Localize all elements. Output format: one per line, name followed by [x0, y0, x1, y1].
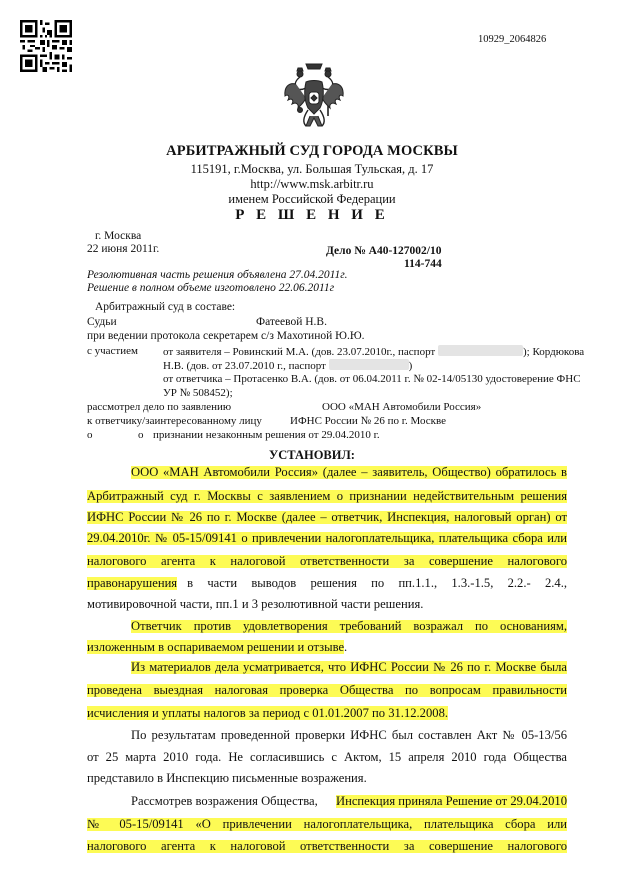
- judge-name: Фатеевой Н.В.: [256, 316, 327, 328]
- p1-line-2-text: Арбитражный суд г. Москвы с заявлением о признании недействительным решения: [87, 489, 567, 503]
- subject-o-2: о: [138, 429, 144, 441]
- p1-line-1: [131, 466, 567, 479]
- judge-label: Судьи: [87, 316, 117, 328]
- p1-line-2: [87, 490, 567, 503]
- p3-line-1: [131, 661, 567, 674]
- p1-line-7: мотивировочной части, пп.1 и 3 резолютивной части решения.: [87, 597, 424, 611]
- p3-line-1-text: Из материалов дела усматривается, что ИФНС России № 26 по г. Москве была: [131, 660, 567, 674]
- p1-line-6-text: в части выводов решения по пп.1.1., 1.3.-1.5, 2.2.- 2.4.,: [187, 576, 567, 590]
- p4-line-1: По результатам проведенной проверки ИФНС был составлен Акт № 05-13/56: [131, 728, 567, 742]
- p4-line-3: представило в Инспекцию письменные возражения.: [87, 771, 367, 785]
- applicant-company: ООО «МАН Автомобили Россия»: [322, 401, 482, 413]
- court-address: 115191, г.Москва, ул. Большая Тульская, д. 17: [190, 162, 434, 176]
- applicant-rep-2-tail: ): [408, 360, 413, 372]
- p3-line-3: [87, 707, 448, 720]
- p1-line-5-text: налогового агента к налоговой ответственности за совершение налогового: [87, 554, 567, 568]
- city: г. Москва: [95, 230, 142, 242]
- document-id: 10929_2064826: [478, 34, 547, 45]
- respondent-name: ИФНС России № 26 по г. Москве: [290, 415, 446, 427]
- decision-title: Р Е Ш Е Н И Е: [235, 207, 389, 223]
- applicant-rep-1-tail: ); Кордюкова: [522, 346, 585, 358]
- applicant-representative-2: [163, 359, 412, 372]
- court-composition: Арбитражный суд в составе:: [95, 301, 236, 313]
- p1-line-1-text: ООО «МАН Автомобили Россия» (далее – заявитель, Общество) обратилось в: [131, 465, 567, 479]
- p5-line-1: [131, 795, 567, 808]
- p4-line-2: от 25 марта 2010 года. Не согласившись с Актом, 15 апреля 2010 года Общества: [87, 750, 567, 764]
- p1-line-3: [87, 511, 567, 524]
- p1-line-4: [87, 532, 567, 545]
- redacted-passport: [438, 345, 523, 356]
- case-number: Дело № А40-127002/10: [326, 245, 442, 257]
- decision-date: 22 июня 2011г.: [87, 243, 160, 255]
- operative-part-announced: Резолютивная часть решения объявлена 27.04.2011г.: [87, 269, 348, 281]
- p5-line-1-text: Рассмотрев возражения Общества,: [131, 794, 318, 808]
- p1-line-6-highlight: правонарушения: [87, 576, 178, 590]
- p1-line-5: [87, 555, 567, 568]
- court-name: АРБИТРАЖНЫЙ СУД ГОРОДА МОСКВЫ: [166, 143, 458, 159]
- p5-line-3: [87, 840, 567, 853]
- participation-label: с участием: [87, 345, 138, 357]
- full-decision-made: Решение в полном объеме изготовлено 22.06.2011г: [87, 282, 335, 294]
- coat-of-arms-emblem: [282, 60, 346, 132]
- secretary: при ведении протокола секретарем с/з Махотиной Ю.Ю.: [87, 330, 365, 342]
- p3-line-2-text: проведена выездная налоговая проверка Общества по вопросам правильности: [87, 683, 567, 697]
- considered-label: рассмотрел дело по заявлению: [87, 401, 232, 413]
- respondent-certificate: УР № 508452);: [163, 387, 233, 399]
- p1-line-4-text: 29.04.2010г. № 05-15/09141 о привлечении налогоплательщика, плательщика сбора или: [87, 531, 567, 545]
- in-name-of: именем Российской Федерации: [228, 192, 396, 206]
- respondent-representative: от ответчика – Протасенко В.А. (дов. от 06.04.2011 г. № 02-14/05130 удостоверение ФНС: [163, 373, 581, 385]
- subject-o-1: о: [87, 429, 93, 441]
- applicant-rep-1-text: от заявителя – Ровинский М.А. (дов. 23.07.2010г., паспорт: [163, 346, 436, 358]
- p5-line-1-highlight: Инспекция приняла Решение от 29.04.2010: [335, 794, 567, 808]
- p2-line-2-period: .: [344, 640, 348, 654]
- court-website: http://www.msk.arbitr.ru: [250, 177, 374, 191]
- redacted-passport: [329, 359, 409, 370]
- qr-code: [20, 20, 72, 72]
- p3-line-3-text: исчисления и уплаты налогов за период с 01.01.2007 по 31.12.2008.: [87, 706, 449, 720]
- established-heading: УСТАНОВИЛ:: [269, 448, 355, 462]
- applicant-rep-2-text: Н.В. (дов. от 23.07.2010 г., паспорт: [163, 360, 326, 372]
- p5-line-3-text: налогового агента к налоговой ответственности за совершение налогового: [87, 839, 567, 853]
- p3-line-2: [87, 684, 567, 697]
- p2-line-1: [131, 620, 567, 633]
- p2-line-2-text: изложенным в оспариваемом решении и отзыве: [87, 640, 345, 654]
- subject-text: признании незаконным решения от 29.04.2010 г.: [153, 429, 380, 441]
- p2-line-2: [87, 641, 347, 654]
- applicant-representative-1: [163, 345, 584, 358]
- p5-line-2: [87, 818, 567, 831]
- p5-line-2-text: № 05-15/09141 «О привлечении налогоплательщика, плательщика сбора или: [87, 817, 567, 831]
- p1-line-6: [87, 577, 567, 590]
- p1-line-3-text: ИФНС России № 26 по г. Москве (далее – ответчик, Инспекция, налоговый орган) от: [87, 510, 567, 524]
- respondent-label: к ответчику/заинтересованному лицу: [87, 415, 262, 427]
- case-suffix: 114-744: [404, 258, 442, 270]
- p2-line-1-text: Ответчик против удовлетворения требований возражал по основаниям,: [131, 619, 567, 633]
